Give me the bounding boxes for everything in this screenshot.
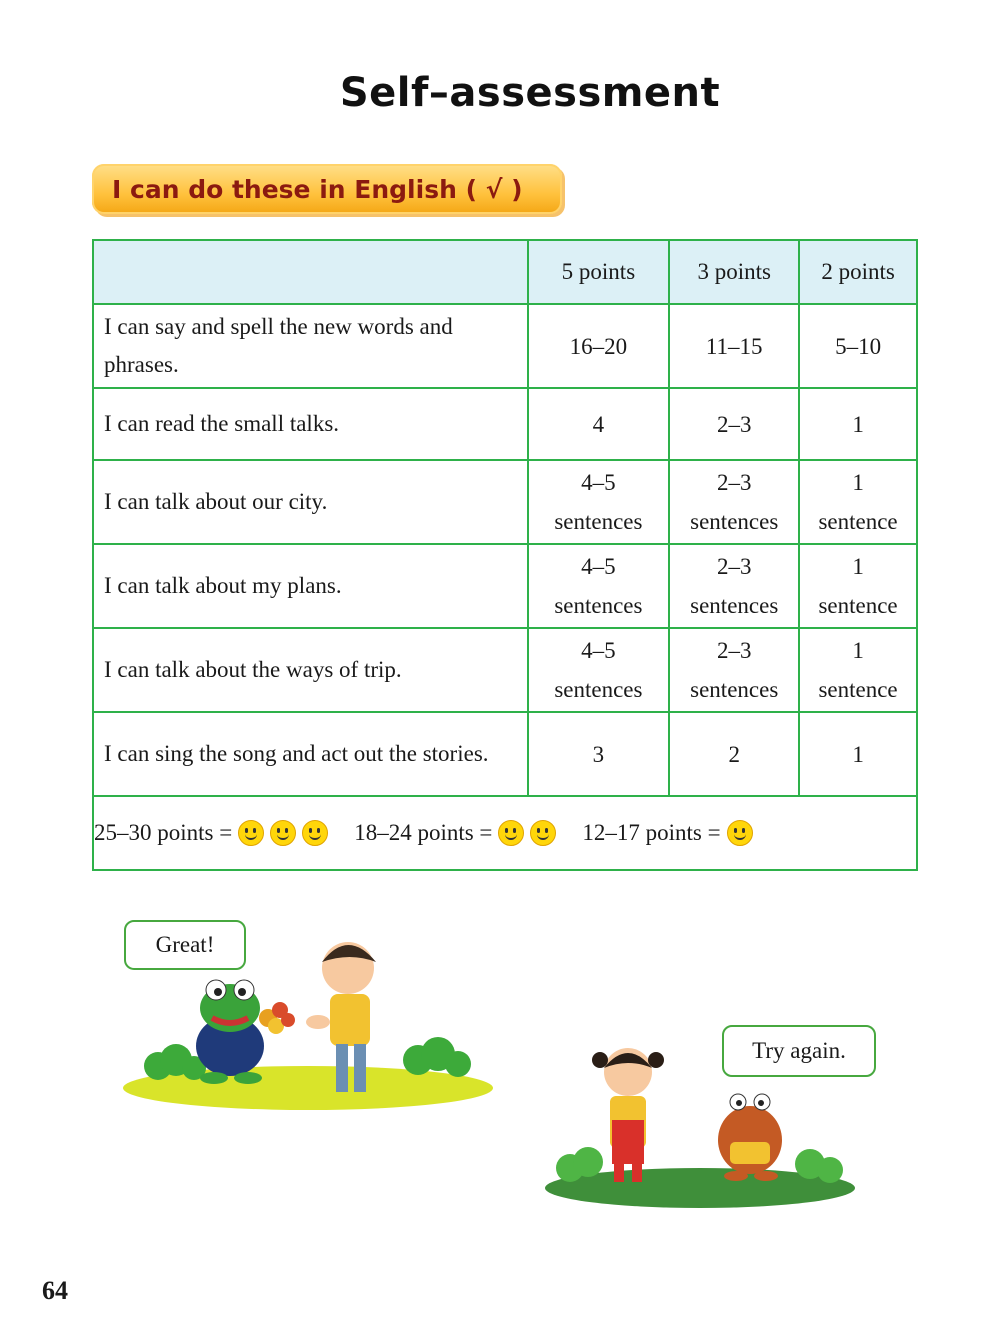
score-cell-three <box>669 304 799 388</box>
score-line: sentence <box>818 509 898 534</box>
page-title: Self–assessment <box>339 70 721 116</box>
score-cell-two <box>799 460 917 544</box>
smiley-icon <box>238 820 264 846</box>
legend-cell <box>93 796 917 870</box>
score-cell-two <box>799 712 917 796</box>
score-cell-two <box>799 544 917 628</box>
header-2-points: 2 points <box>799 240 917 304</box>
score-cell-five <box>528 460 670 544</box>
skill-cell: I can talk about the ways of trip. <box>93 628 528 712</box>
score-line: 5–10 <box>835 333 882 359</box>
score-cell-two <box>799 304 917 388</box>
score-cell-five <box>528 304 670 388</box>
flower-bouquet-icon <box>259 1002 295 1034</box>
table-row <box>93 388 917 460</box>
page-number: 64 <box>42 1276 68 1305</box>
score-cell-two <box>799 628 917 712</box>
score-line: 1 <box>852 470 864 495</box>
score-line: 1 <box>852 554 864 579</box>
score-line: sentences <box>554 593 643 618</box>
score-line: 4–5 <box>581 554 616 579</box>
table-row <box>93 460 917 544</box>
score-line: sentences <box>554 509 643 534</box>
smiley-icon <box>727 820 753 846</box>
score-line: 4–5 <box>581 470 616 495</box>
skill-cell: I can sing the song and act out the stories. <box>93 712 528 796</box>
smiley-icon <box>498 820 524 846</box>
score-line: 2–3 <box>716 638 752 663</box>
score-cell-five <box>528 628 670 712</box>
smiley-icon <box>270 820 296 846</box>
score-cell-three <box>669 388 799 460</box>
legend-label: 25–30 points = <box>94 820 233 845</box>
score-line: 2 <box>728 741 740 767</box>
table-row <box>93 544 917 628</box>
great-text: Great! <box>155 932 215 957</box>
skill-cell: I can talk about our city. <box>93 460 528 544</box>
skill-cell: I can talk about my plans. <box>93 544 528 628</box>
score-cell-five <box>528 712 670 796</box>
header-blank <box>93 240 528 304</box>
legend-item <box>582 820 752 846</box>
smiley-icon <box>530 820 556 846</box>
score-cell-three <box>669 544 799 628</box>
legend-label: 12–17 points = <box>582 820 721 845</box>
table-row <box>93 304 917 388</box>
speech-bubble-try-again <box>722 1025 876 1077</box>
legend-item <box>354 820 556 846</box>
assessment-table <box>92 239 918 871</box>
score-line: 1 <box>852 638 864 663</box>
header-5-points: 5 points <box>528 240 670 304</box>
score-cell-five <box>528 388 670 460</box>
table-row <box>93 712 917 796</box>
section-banner: I can do these in English ( √ ) <box>92 164 562 214</box>
score-line: 2–3 <box>716 554 752 579</box>
score-line: 2–3 <box>716 470 752 495</box>
score-cell-five <box>528 544 670 628</box>
score-cell-two <box>799 388 917 460</box>
score-line: 1 <box>852 741 864 767</box>
score-line: 16–20 <box>569 333 628 359</box>
skill-cell: I can say and spell the new words and phrases. <box>93 304 528 388</box>
legend-item <box>94 820 328 846</box>
table-row <box>93 628 917 712</box>
score-line: sentences <box>690 677 779 702</box>
toad-icon <box>718 1094 782 1181</box>
score-line: 11–15 <box>705 333 763 359</box>
skill-cell: I can read the small talks. <box>93 388 528 460</box>
legend-label: 18–24 points = <box>354 820 493 845</box>
score-line: sentences <box>690 509 779 534</box>
try-again-text: Try again. <box>752 1038 846 1063</box>
legend-row <box>93 796 917 870</box>
score-line: sentence <box>818 593 898 618</box>
smiley-icon <box>302 820 328 846</box>
score-line: sentences <box>690 593 779 618</box>
table-header-row <box>93 240 917 304</box>
score-line: sentence <box>818 677 898 702</box>
score-line: 4–5 <box>581 638 616 663</box>
score-cell-three <box>669 460 799 544</box>
score-line: sentences <box>554 677 643 702</box>
score-line: 1 <box>852 411 864 437</box>
score-line: 2–3 <box>716 411 752 437</box>
score-line: 4 <box>592 411 605 437</box>
speech-bubble-great <box>124 920 246 970</box>
header-3-points: 3 points <box>669 240 799 304</box>
score-line: 3 <box>592 741 605 767</box>
score-cell-three <box>669 712 799 796</box>
score-cell-three <box>669 628 799 712</box>
